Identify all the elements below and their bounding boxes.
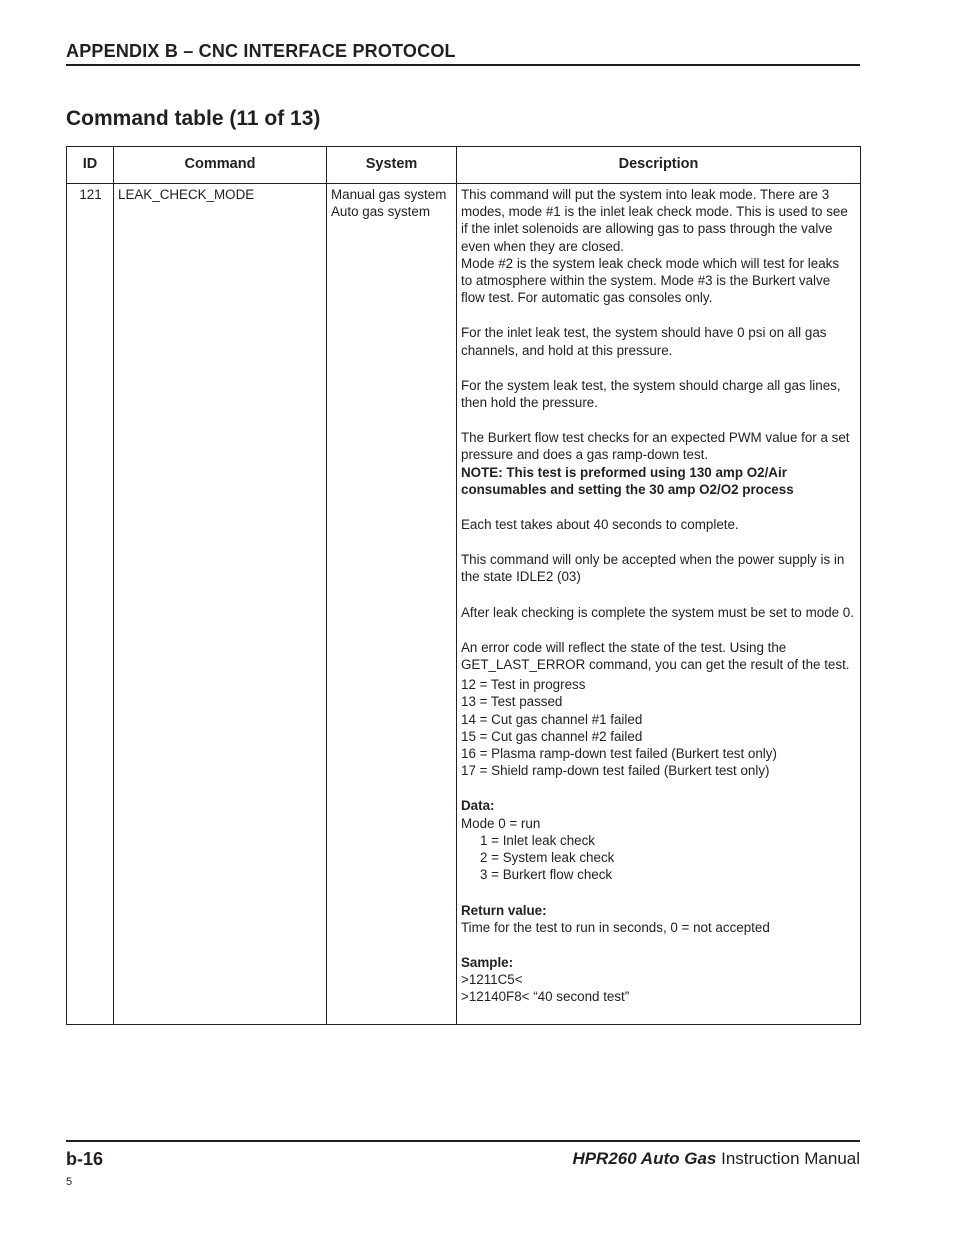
description-burkert-test: The Burkert flow test checks for an expected PWM value for a set pressure and does a gas ramp-down test. NOTE: This test is preformed using 130 amp O2/Air consumables and setting the 30 amp O2/O2 process bbox=[461, 429, 857, 498]
description-inlet-test: For the inlet leak test, the system should have 0 psi on all gas channels, and hold at this pressure. bbox=[461, 325, 827, 358]
list-item: 13 = Test passed bbox=[461, 694, 563, 710]
column-header-id: ID bbox=[67, 147, 114, 184]
description-system-test: For the system leak test, the system should charge all gas lines, then hold the pressure. bbox=[461, 377, 841, 411]
return-section: Return value: Time for the test to run in seconds, 0 = not accepted bbox=[461, 902, 857, 936]
column-header-description: Description bbox=[457, 147, 861, 184]
description-duration: Each test takes about 40 seconds to complete. bbox=[461, 517, 739, 533]
description-cell bbox=[457, 184, 861, 1025]
error-code-list bbox=[461, 676, 857, 779]
list-item: 12 = Test in progress bbox=[461, 677, 586, 693]
sample-line: >1211C5< bbox=[461, 972, 523, 988]
table-row bbox=[67, 184, 861, 1025]
description-error: An error code will reflect the state of the test. Using the GET_LAST_ERROR command, you can get the result of the test. bbox=[461, 639, 850, 673]
revision-number: 5 bbox=[66, 1176, 73, 1188]
description-accept: This command will only be accepted when the power supply is in the state IDLE2 (03) bbox=[461, 552, 845, 585]
list-item: 1 = Inlet leak check bbox=[480, 832, 596, 848]
list-item: 15 = Cut gas channel #2 failed bbox=[461, 728, 643, 744]
note-text: NOTE: This test is preformed using 130 amp O2/Air bbox=[461, 464, 787, 480]
description-intro: This command will put the system into leak mode. There are 3 modes, mode #1 is the inlet leak check mode. This is used to see if the inlet solenoids are allowing gas to pass through the valve even when they are closed. Mode #2 is the system leak check mode which will test for leaks to atmosphere within the system. Mode #3 is the Burkert valve flow test. For automatic gas consoles only. bbox=[461, 187, 848, 306]
data-label: Data: bbox=[461, 798, 495, 814]
command-table bbox=[66, 146, 861, 1025]
list-item: 14 = Cut gas channel #1 failed bbox=[461, 711, 643, 727]
data-section: Data: Mode 0 = run 1 = Inlet leak check 2 = System leak check 3 = Burkert flow check bbox=[461, 797, 857, 883]
sample-section bbox=[461, 954, 857, 1006]
system-auto: Auto gas system bbox=[331, 204, 430, 220]
document-type: Instruction Manual bbox=[721, 1149, 860, 1168]
list-item: 2 = System leak check bbox=[480, 850, 615, 866]
id-cell bbox=[67, 184, 114, 1025]
return-label: Return value: bbox=[461, 902, 547, 918]
list-item: 3 = Burkert flow check bbox=[480, 867, 613, 883]
page-number: b-16 bbox=[66, 1149, 104, 1169]
column-header-command: Command bbox=[114, 147, 327, 184]
footer-divider bbox=[66, 1140, 860, 1142]
system-cell bbox=[327, 184, 457, 1025]
command-cell bbox=[114, 184, 327, 1025]
note-text: consumables and setting the 30 amp O2/O2 process bbox=[461, 481, 794, 497]
sample-line: >12140F8< “40 second test” bbox=[461, 989, 630, 1005]
system-manual: Manual gas system bbox=[331, 187, 447, 202]
description-after: After leak checking is complete the system must be set to mode 0. bbox=[461, 604, 854, 620]
command-id: 121 bbox=[79, 187, 102, 202]
column-header-system: System bbox=[327, 147, 457, 184]
list-item: 16 = Plasma ramp-down test failed (Burkert test only) bbox=[461, 746, 777, 762]
page-title: Command table (11 of 13) bbox=[66, 107, 321, 130]
command-name: LEAK_CHECK_MODE bbox=[118, 187, 255, 202]
product-name: HPR260 Auto Gas bbox=[572, 1149, 717, 1168]
sample-label: Sample: bbox=[461, 954, 514, 970]
table-header-row bbox=[67, 147, 861, 184]
list-item: 17 = Shield ramp-down test failed (Burkert test only) bbox=[461, 763, 770, 779]
appendix-header: APPENDIX B – CNC INTERFACE PROTOCOL bbox=[66, 41, 860, 66]
manual-title bbox=[572, 1149, 860, 1169]
